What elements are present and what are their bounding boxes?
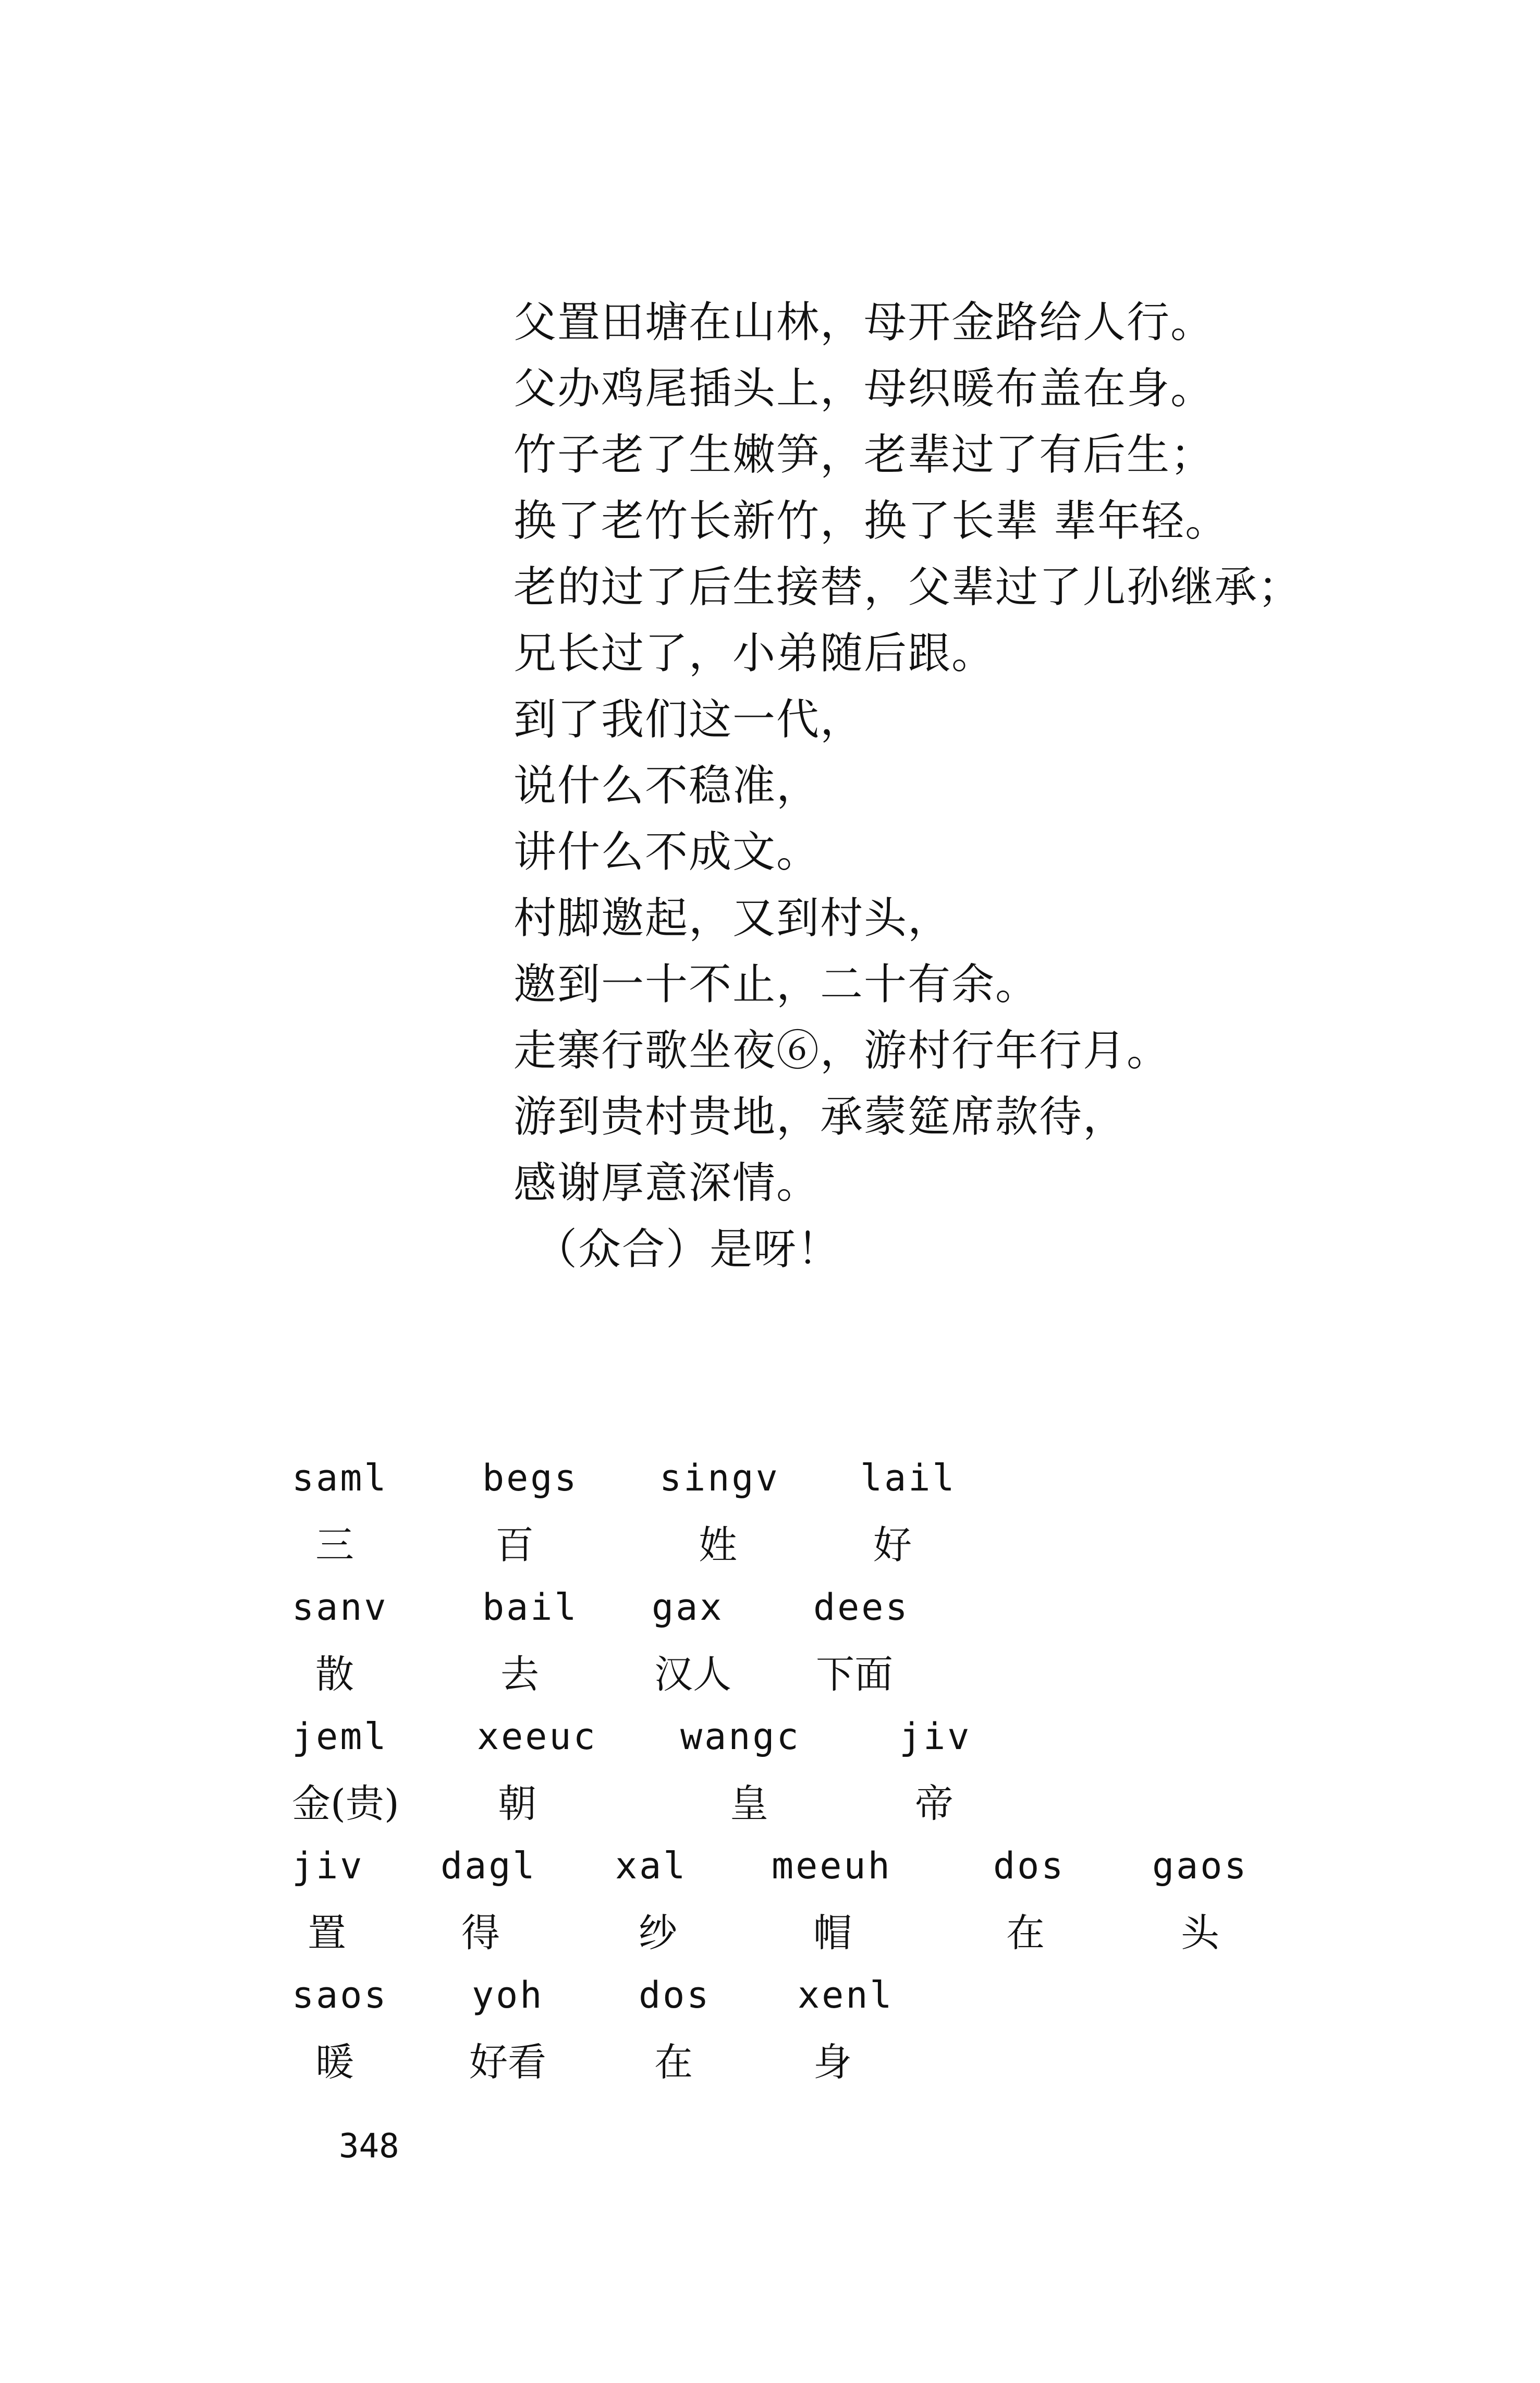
gloss-han: 得 bbox=[461, 1911, 500, 1956]
gloss-chinese-row bbox=[292, 1514, 1335, 1579]
gloss-word: xal bbox=[615, 1844, 688, 1887]
gloss-han: 三 bbox=[315, 1523, 354, 1568]
poem-line: 说什么不稳准， bbox=[514, 761, 821, 811]
poem-line: 父办鸡尾插头上，母织暖布盖在身。 bbox=[514, 364, 1215, 413]
gloss-word: jeml bbox=[292, 1715, 388, 1758]
gloss-romanized-row bbox=[292, 1837, 1335, 1902]
gloss-word: xenl bbox=[798, 1974, 894, 2017]
gloss-word: meeuh bbox=[772, 1844, 892, 1887]
gloss-word: yoh bbox=[472, 1974, 544, 2017]
gloss-word: dos bbox=[993, 1844, 1066, 1887]
poem-line: 游到贵村贵地，承蒙筵席款待， bbox=[514, 1092, 1127, 1142]
gloss-romanized-row bbox=[292, 1966, 1335, 2031]
gloss-han: 在 bbox=[1006, 1911, 1045, 1956]
gloss-han: 下面 bbox=[816, 1652, 893, 1697]
gloss-word: sanv bbox=[292, 1586, 388, 1629]
gloss-word: bail bbox=[482, 1586, 579, 1629]
gloss-han: 姓 bbox=[699, 1523, 737, 1568]
gloss-word: singv bbox=[659, 1457, 780, 1499]
gloss-han: 好看 bbox=[469, 2040, 546, 2085]
gloss-word: dos bbox=[639, 1974, 711, 2017]
interlinear-gloss bbox=[292, 1449, 1335, 2096]
gloss-word: xeeuc bbox=[477, 1715, 597, 1758]
gloss-han: 金(贵) bbox=[292, 1781, 399, 1826]
poem-line: 老的过了后生接替，父辈过了儿孙继承； bbox=[514, 563, 1302, 612]
poem-line: 换了老竹长新竹，换了长辈 辈年轻。 bbox=[514, 496, 1229, 546]
poem-line: 竹子老了生嫩笋，老辈过了有后生； bbox=[514, 430, 1215, 480]
poem-line: 村脚邀起，又到村头， bbox=[514, 894, 952, 943]
gloss-romanized-row bbox=[292, 1579, 1335, 1643]
gloss-word: gax bbox=[652, 1586, 724, 1629]
poem-line-chorus: （众合）是呀！ bbox=[534, 1225, 841, 1274]
gloss-han: 帽 bbox=[813, 1911, 852, 1956]
gloss-romanized-row bbox=[292, 1708, 1335, 1773]
gloss-han: 身 bbox=[813, 2040, 852, 2085]
gloss-han: 在 bbox=[654, 2040, 693, 2085]
gloss-han: 好 bbox=[873, 1523, 912, 1568]
gloss-han: 汉人 bbox=[654, 1652, 731, 1697]
gloss-chinese-row bbox=[292, 2031, 1335, 2096]
gloss-chinese-row bbox=[292, 1643, 1335, 1708]
gloss-han: 纱 bbox=[639, 1911, 677, 1956]
gloss-word: jiv bbox=[292, 1844, 364, 1887]
gloss-han: 帝 bbox=[915, 1781, 954, 1826]
gloss-han: 置 bbox=[308, 1911, 346, 1956]
gloss-han: 去 bbox=[500, 1652, 539, 1697]
gloss-han: 头 bbox=[1181, 1911, 1219, 1956]
chinese-poem bbox=[514, 289, 1302, 1282]
gloss-chinese-row bbox=[292, 1773, 1335, 1837]
gloss-han: 散 bbox=[315, 1652, 354, 1697]
gloss-word: lail bbox=[860, 1457, 957, 1499]
poem-line: 到了我们这一代， bbox=[514, 695, 864, 744]
gloss-word: dees bbox=[813, 1586, 910, 1629]
gloss-word: saos bbox=[292, 1974, 388, 2017]
gloss-han: 暖 bbox=[315, 2040, 354, 2085]
gloss-word: wangc bbox=[680, 1715, 801, 1758]
gloss-word: begs bbox=[482, 1457, 579, 1499]
poem-line: 兄长过了，小弟随后跟。 bbox=[514, 629, 996, 678]
gloss-han: 皇 bbox=[730, 1781, 768, 1826]
gloss-word: jiv bbox=[899, 1715, 972, 1758]
gloss-word: gaos bbox=[1152, 1844, 1249, 1887]
poem-line: 感谢厚意深情。 bbox=[514, 1158, 821, 1208]
gloss-han: 百 bbox=[495, 1523, 534, 1568]
gloss-han: 朝 bbox=[498, 1781, 536, 1826]
poem-line: 走寨行歌坐夜⑥，游村行年行月。 bbox=[514, 1026, 1171, 1076]
gloss-chinese-row bbox=[292, 1902, 1335, 1966]
gloss-word: dagl bbox=[441, 1844, 537, 1887]
poem-line: 父置田塘在山林，母开金路给人行。 bbox=[514, 298, 1215, 347]
gloss-romanized-row bbox=[292, 1449, 1335, 1514]
page-number: 348 bbox=[339, 2127, 399, 2166]
poem-line: 讲什么不成文。 bbox=[514, 827, 821, 877]
gloss-word: saml bbox=[292, 1457, 388, 1499]
poem-line: 邀到一十不止，二十有余。 bbox=[514, 960, 1040, 1009]
